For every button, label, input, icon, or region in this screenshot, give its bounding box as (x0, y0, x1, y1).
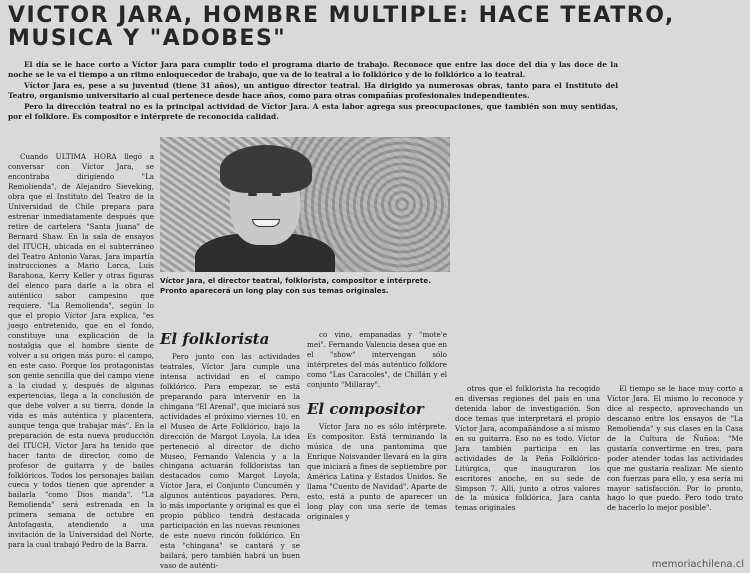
column-3-top-text: co vino, empanadas y "mote'e mei". Fernando Valencia desea que en el "show" intervengan sólo intérpretes del más auténtico folklore como "Las Caracoles", de Chillán y el conjunto "Millaray". (307, 330, 447, 389)
lead-paragraph: Pero la dirección teatral no es la principal actividad de Víctor Jara. A esta labor agrega sus preocupaciones, que también son muy sentidas, por el folklore. Es compositor e intérprete de reconocida calidad. (8, 101, 618, 122)
column-5-text: El tiempo se le hace muy corto a Víctor Jara. El mismo lo reconoce y dice al respecto, aprovechando un descanso entre los ensayos de "La Remolienda" y sus clases en la Casa de la Cultura de Ñuñoa: "Me gustaría convertirme en tres, para poder atender todas las actividades que me gustaría realizar. Me siento con fuerzas para ello, y esa sería mi mayor satisfacción. Por lo pronto, hago lo que puedo. Pero todo trato de hacerlo lo mejor posible". (607, 384, 743, 513)
column-3-bottom (307, 422, 447, 523)
column-2 (160, 352, 300, 572)
lead-paragraphs (8, 60, 618, 122)
photo-figure-smile (252, 219, 280, 227)
column-4-text: otros que el folklorista ha recogido en diversas regiones del país en una detenida labor de investigación. Son doce temas que interpretará el propio Víctor Jara, acompañándose a sí mismo en su guitarra. Eso no es todo. Víctor Jara también participa en las actividades de la Peña Folklórico-Litúrgica, que inauguraron los escritores anoche, en su sede de Simpson 7. Allí, junto a otros valores de la música folklórica, Jara canta temas originales (455, 384, 600, 513)
subhead-compositor: El compositor (307, 400, 424, 418)
headline: VICTOR JARA, HOMBRE MULTIPLE: HACE TEATRO, MUSICA Y "ADOBES" (8, 3, 675, 51)
photo-figure-eye (248, 193, 257, 196)
photo-figure-hair (220, 145, 312, 193)
lead-paragraph: Víctor Jara es, pese a su juventud (tiene 31 años), un antiguo director teatral. Ha dirigido ya numerosas obras, tanto para el Instituto del Teatro, organismo universitario al cual pertenece desde hace años, como para otras compañías profesionales independientes. (8, 80, 618, 101)
column-2-text: Pero junto con las actividades teatrales, Víctor Jara cumple una intensa actividad en el campo folklórico. Para empezar, se está preparando para intervenir en la chingana "El Arenal", que iniciará sus actividades el próximo viernes 10, en el Museo de Arte Folklórico, bajo la dirección de Margot Loyola. La idea perteneció al director de dicho Museo, Fernando Valencia y a la chingana actuarán folkloristas tan destacados como Margot Loyola, Víctor Jara, el Conjunto Cuncumén y algunos auténticos payadores. Pero, lo más importante y original es que el propio público tendrá destacada participación en las nuevas reuniones de este nuevo rincón folklórico. En esta "chingana" se cantará y se bailará, pero también habrá un buen vaso de auténti- (160, 352, 300, 571)
photo-caption: Víctor Jara, el director teatral, folklorista, compositor e intérprete. Pronto aparecerá un long play con sus temas originales. (160, 276, 431, 295)
column-3-top (307, 330, 447, 391)
column-3-bottom-text: Víctor Jara no es sólo intérprete. Es compositor. Está terminando la música de una pantomima que Enrique Noisvander llevará en la gira que iniciará a fines de septiembre por América Latina y Estados Unidos. Se llama "Cuento de Navidad". Aparte de esto, está a punto de aparecer un long play con una serie de temas originales y (307, 422, 447, 521)
column-4 (455, 384, 600, 514)
column-1-text: Cuando ULTIMA HORA llegó a conversar con Víctor Jara, se encontraba dirigiendo "La Remolienda", de Alejandro Sieveking, obra que el Instituto del Teatro de la Universidad de Chile prepara para estrenar inmediatamente después que retire de cartelera "Santa Juana" de Bernard Shaw. En la sala de ensayos del ITUCH, ubicada en el subterráneo del Teatro Antonio Varas, Jara impartía instrucciones a Mario Lorca, Luis Barahona, Kerry Keller y otras figuras del elenco para darle a la obra el auténtico sabor campesino que requiere. "La Remolienda", según lo que el propio Víctor Jara explica, "es juego entretenido, que en el fondo, constituye una explicación de la nostalgia que el hombre siente de volver a su origen más puro: el campo, en este caso. Porque los protagonistas son gente sencilla que del campo viene a la ciudad y, después de algunas experiencias, llega a la conclusión de que debe volver a su tierra, donde la vida es más auténtica y placentera, aunque tenga que trabajar más". En la preparación de esta nueva producción del ITUCH, Víctor Jara ha tenido que hacer tanto de director, como de profesor de guitarra y de bailes folklóricos. Todos los personajes bailan cueca y todos tienen que aprender a bailarla "como Dios manda". "La Remolienda" será estrenada en la primera semana de octubre en Antofagasta, atendiendo a una invitación de la Universidad del Norte, para la cual trabajó Pedro de la Barra. (8, 152, 154, 550)
column-5 (607, 384, 743, 514)
subhead-folklorista: El folklorista (160, 330, 270, 348)
column-1 (8, 152, 154, 551)
portrait-photo (160, 137, 450, 272)
lead-paragraph: El día se le hace corto a Víctor Jara para cumplir todo el programa diario de trabajo. Reconoce que entre las doce del día y las doce de la noche se le va el tiempo a un ritmo enloquecedor de trabajo, que va de lo teatral a lo folklórico y de lo folklórico a lo teatral. (8, 60, 618, 80)
photo-figure-eye (272, 193, 281, 196)
watermark: memoriachilena.cl (651, 559, 744, 570)
